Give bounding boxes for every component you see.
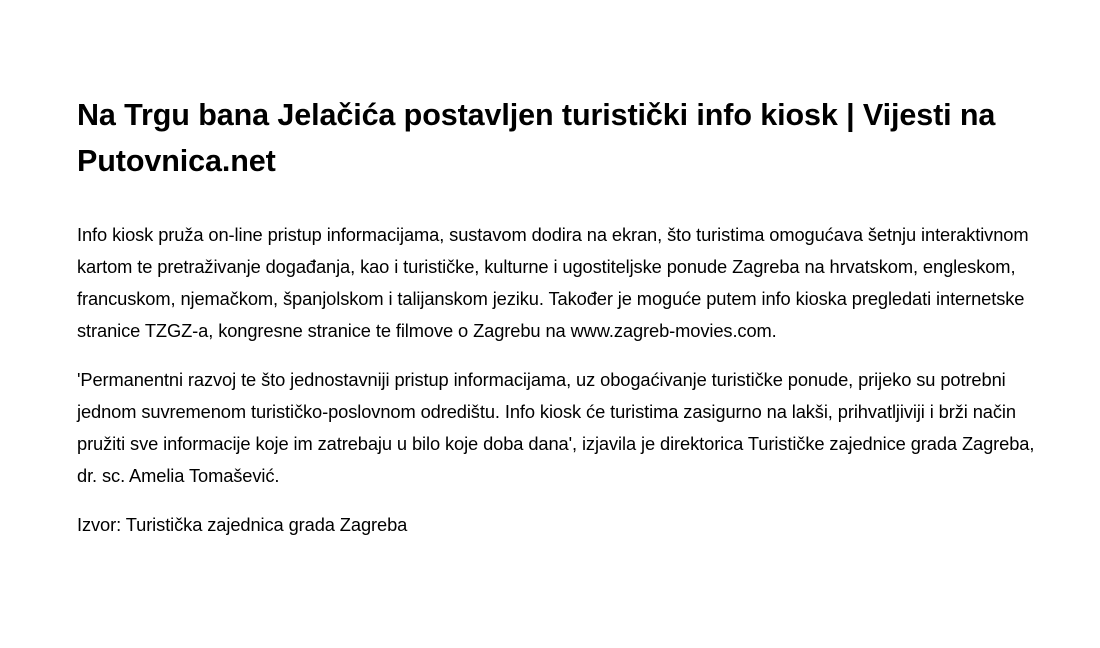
article-body [77, 219, 1037, 541]
article-title: Na Trgu bana Jelačića postavljen turistički info kiosk | Vijesti na Putovnica.net [77, 98, 996, 178]
article-source: Izvor: Turistička zajednica grada Zagreba [77, 514, 408, 535]
article-paragraph: 'Permanentni razvoj te što jednostavniji pristup informacijama, uz obogaćivanje turističke ponude, prijeko su potrebni jednom suvremenom turističko-poslovnom odredištu. Info kiosk će turistima zasigurno na lakši, prihvatljiviji i brži način pružiti sve informacije koje im zatrebaju u bilo koje doba dana', izjavila je direktorica Turističke zajednice grada Zagreba, dr. sc. Amelia Tomašević. [77, 369, 1035, 486]
article-paragraph: Info kiosk pruža on-line pristup informacijama, sustavom dodira na ekran, što turistima omogućava šetnju interaktivnom kartom te pretraživanje događanja, kao i turističke, kulturne i ugostiteljske ponude Zagreba na hrvatskom, engleskom, francuskom, njemačkom, španjolskom i talijanskom jeziku. Također je moguće putem info kioska pregledati internetske stranice TZGZ-a, kongresne stranice te filmove o Zagrebu na www.zagreb-movies.com. [77, 224, 1029, 341]
article [77, 92, 1037, 541]
